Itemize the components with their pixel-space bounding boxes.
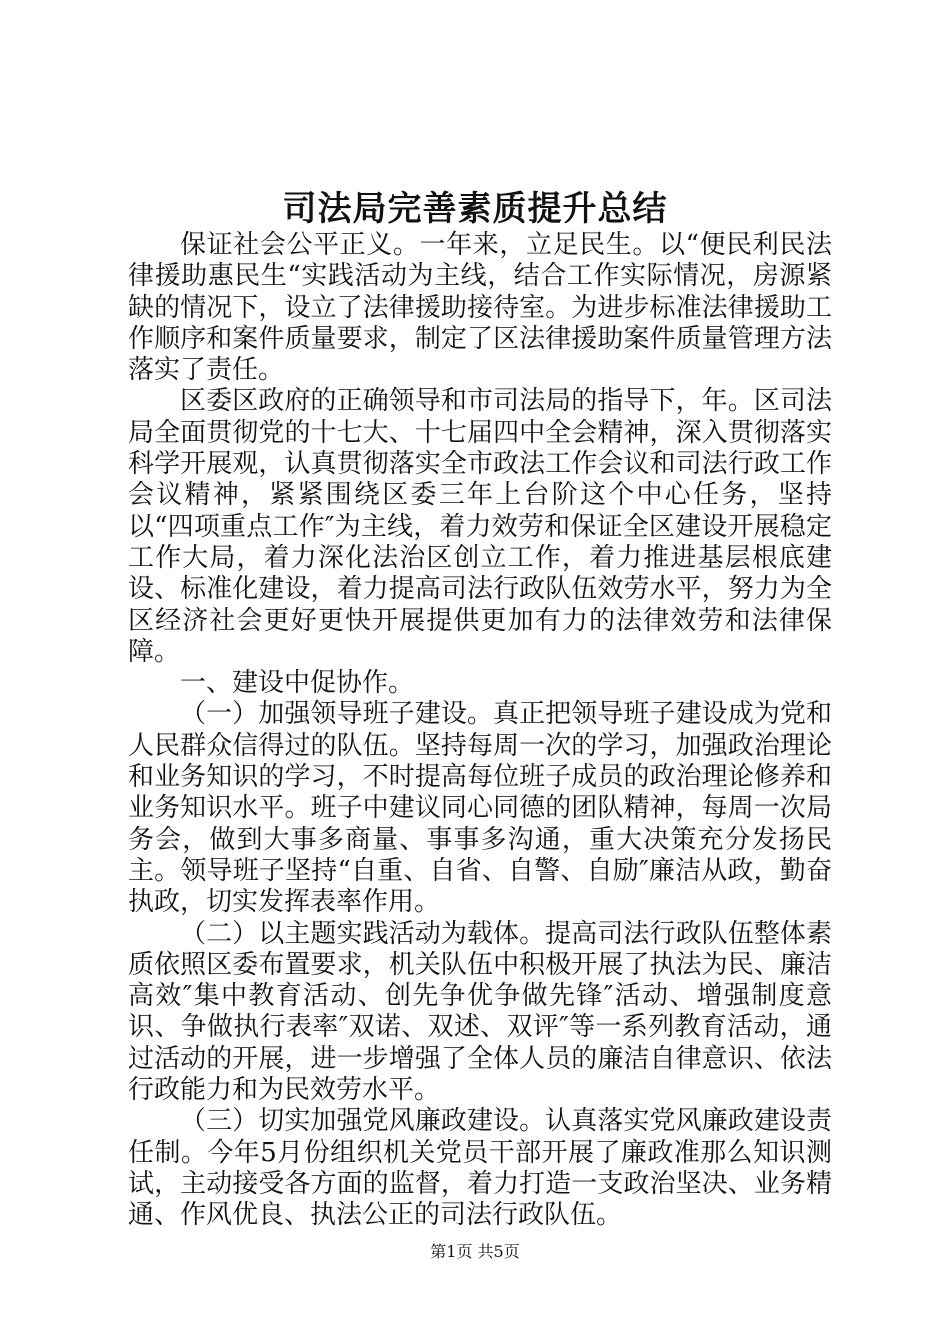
paragraph: （三）切实加强党风廉政建设。认真落实党风廉政建设责任制。今年5月份组织机关党员干部开展了廉政准那么知识测试，主动接受各方面的监督，着力打造一支政治坚决、业务精通、作风优良、执法公正的司法行政队伍。 [128, 1106, 832, 1231]
document-body [128, 230, 832, 1232]
paragraph: 保证社会公平正义。一年来，立足民生。以“便民利民法律援助惠民生“实践活动为主线，结合工作实际情况，房源紧缺的情况下，设立了法律援助接待室。为进步标准法律援助工作顺序和案件质量要求，制定了区法律援助案件质量管理方法落实了责任。 [128, 230, 832, 386]
paragraph: 区委区政府的正确领导和市司法局的指导下，年。区司法局全面贯彻党的十七大、十七届四中全会精神，深入贯彻落实科学开展观，认真贯彻落实全市政法工作会议和司法行政工作会议精神，紧紧围绕区委三年上台阶这个中心任务，坚持以“四项重点工作″为主线，着力效劳和保证全区建设开展稳定工作大局，着力深化法治区创立工作，着力推进基层根底建设、标准化建设，着力提高司法行政队伍效劳水平，努力为全区经济社会更好更快开展提供更加有力的法律效劳和法律保障。 [128, 386, 832, 667]
page-number-footer: 第1页 共5页 [430, 1242, 520, 1261]
paragraph: （一）加强领导班子建设。真正把领导班子建设成为党和人民群众信得过的队伍。坚持每周一次的学习，加强政治理论和业务知识的学习，不时提高每位班子成员的政治理论修养和业务知识水平。班子中建议同心同德的团队精神，每周一次局务会，做到大事多商量、事事多沟通，重大决策充分发扬民主。领导班子坚持“自重、自省、自警、自励″廉洁从政，勤奋执政，切实发挥表率作用。 [128, 699, 832, 918]
page-title: 司法局完善素质提升总结 [282, 189, 668, 229]
paragraph: （二）以主题实践活动为载体。提高司法行政队伍整体素质依照区委布置要求，机关队伍中积极开展了执法为民、廉洁高效″集中教育活动、创先争优争做先锋″活动、增强制度意识、争做执行表率″双诺、双述、双评″等一系列教育活动，通过活动的开展，进一步增强了全体人员的廉洁自律意识、依法行政能力和为民效劳水平。 [128, 918, 832, 1106]
section-heading: 一、建设中促协作。 [180, 668, 415, 699]
